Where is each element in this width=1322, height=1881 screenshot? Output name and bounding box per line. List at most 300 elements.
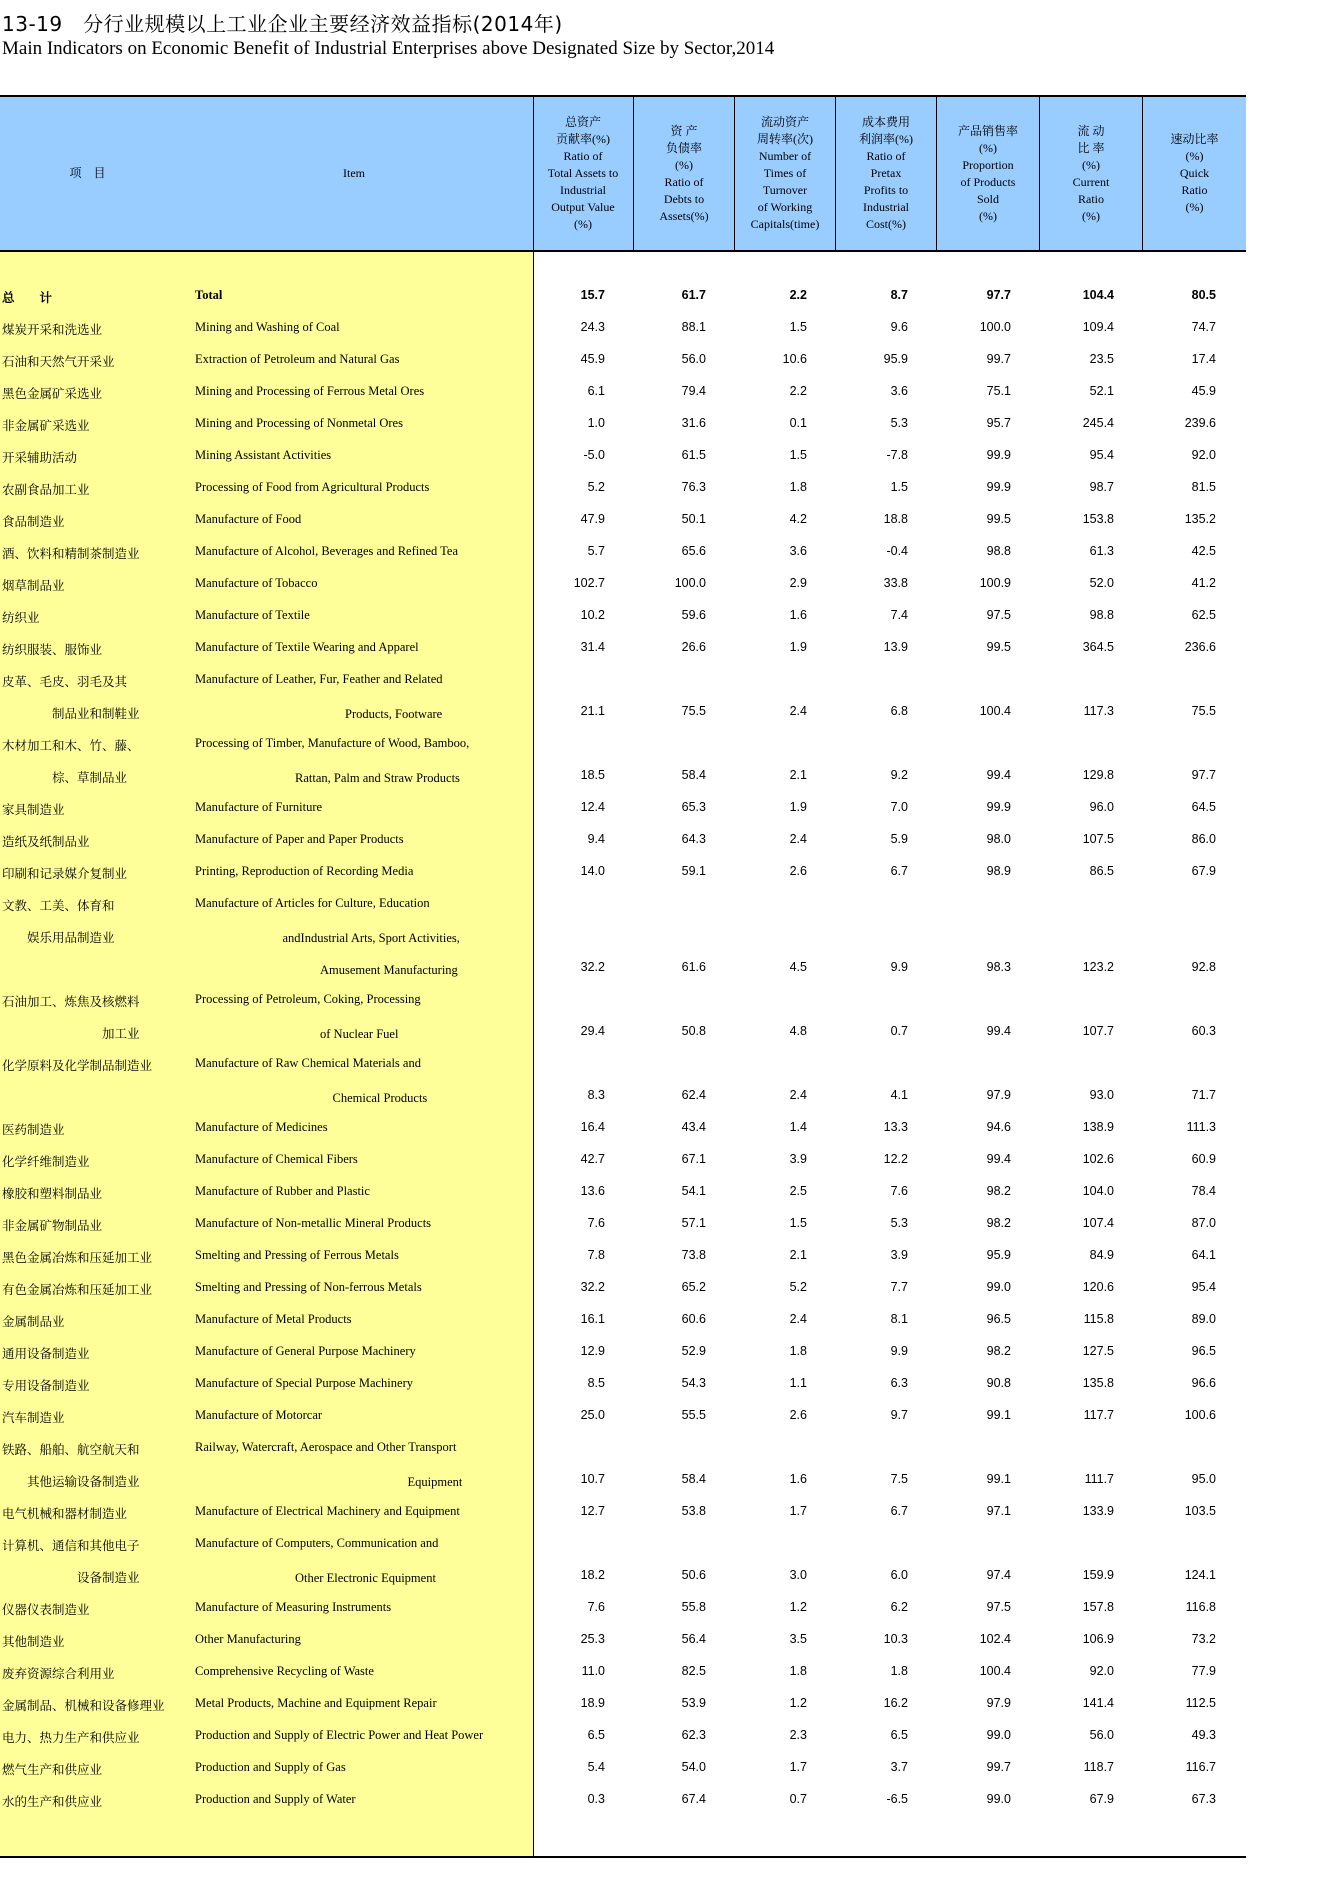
- row-value-col-7: 45.9: [1191, 384, 1216, 398]
- header-item-en: Item: [175, 97, 534, 250]
- row-value-col-3: 2.1: [789, 768, 807, 782]
- row-value-col-1: 15.7: [580, 288, 605, 302]
- row-item-cn: 酒、饮料和精制茶制造业: [2, 546, 140, 561]
- row-value-col-4: 10.3: [883, 1632, 908, 1646]
- row-value-col-5: 95.7: [986, 416, 1011, 430]
- table-row: [0, 1144, 1246, 1176]
- row-value-col-5: 100.4: [979, 1664, 1011, 1678]
- row-item-cn: 其他运输设备制造业: [2, 1474, 140, 1489]
- row-value-col-1: 14.0: [580, 864, 605, 878]
- header-item-cn: 项 目: [69, 166, 106, 180]
- row-value-col-5: 99.7: [986, 1760, 1011, 1774]
- row-item-en: Printing, Reproduction of Recording Media: [195, 864, 414, 878]
- row-item-en: of Nuclear Fuel: [195, 1027, 399, 1041]
- row-value-col-7: 81.5: [1191, 480, 1216, 494]
- row-value-col-6: 106.9: [1082, 1632, 1114, 1646]
- row-value-col-5: 99.1: [986, 1408, 1011, 1422]
- row-value-col-4: 4.1: [890, 1088, 908, 1102]
- row-value-col-5: 97.5: [986, 1600, 1011, 1614]
- row-value-col-4: 7.0: [890, 800, 908, 814]
- row-value-col-6: 98.7: [1089, 480, 1114, 494]
- row-item-en: Manufacture of Electrical Machinery and Equipment: [195, 1504, 460, 1518]
- row-value-col-6: 98.8: [1089, 608, 1114, 622]
- row-value-col-1: 18.2: [580, 1568, 605, 1582]
- row-value-col-2: 65.6: [681, 544, 706, 558]
- row-item-cn: 黑色金属矿采选业: [2, 386, 103, 401]
- row-value-col-2: 52.9: [681, 1344, 706, 1358]
- row-value-col-3: 3.6: [789, 544, 807, 558]
- table-row: [0, 376, 1246, 408]
- row-value-col-4: 9.9: [890, 1344, 908, 1358]
- table-row: [0, 1272, 1246, 1304]
- row-item-cn: 专用设备制造业: [2, 1378, 90, 1393]
- row-value-col-6: 104.0: [1082, 1184, 1114, 1198]
- row-item-en: Other Electronic Equipment: [195, 1571, 436, 1585]
- table-row: [0, 1240, 1246, 1272]
- row-item-en: Smelting and Pressing of Non-ferrous Metals: [195, 1280, 422, 1294]
- row-value-col-6: 157.8: [1082, 1600, 1114, 1614]
- header-col-7: 速动比率 (%) Quick Ratio (%): [1170, 132, 1219, 214]
- row-value-col-2: 62.4: [681, 1088, 706, 1102]
- row-item-en: Manufacture of Food: [195, 512, 302, 526]
- row-value-col-4: 6.8: [890, 704, 908, 718]
- row-value-col-4: 5.3: [890, 416, 908, 430]
- row-item-en: Manufacture of Raw Chemical Materials and: [195, 1056, 421, 1070]
- row-value-col-3: 2.4: [789, 1312, 807, 1326]
- row-item-cn: 皮革、毛皮、羽毛及其: [2, 674, 128, 689]
- row-value-col-6: 117.7: [1083, 1408, 1114, 1422]
- row-value-col-5: 97.7: [986, 288, 1011, 302]
- row-value-col-4: 3.6: [890, 384, 908, 398]
- row-item-en: Smelting and Pressing of Ferrous Metals: [195, 1248, 399, 1262]
- row-value-col-3: 3.9: [789, 1152, 807, 1166]
- row-item-en: Processing of Petroleum, Coking, Processing: [195, 992, 421, 1006]
- row-item-en: Production and Supply of Gas: [195, 1760, 346, 1774]
- row-value-col-4: 33.8: [883, 576, 908, 590]
- row-value-col-4: 9.9: [890, 960, 908, 974]
- row-value-col-7: 97.7: [1191, 768, 1216, 782]
- table-row: [0, 504, 1246, 536]
- row-item-en: andIndustrial Arts, Sport Activities,: [195, 931, 460, 945]
- row-value-col-1: 8.5: [587, 1376, 605, 1390]
- row-value-col-2: 60.6: [681, 1312, 706, 1326]
- row-value-col-7: 96.6: [1191, 1376, 1216, 1390]
- row-value-col-1: 24.3: [580, 320, 605, 334]
- row-value-col-2: 50.1: [681, 512, 706, 526]
- row-value-col-4: 5.3: [890, 1216, 908, 1230]
- row-value-col-6: 118.7: [1083, 1760, 1114, 1774]
- row-value-col-2: 53.9: [681, 1696, 706, 1710]
- row-item-en: Chemical Products: [195, 1091, 428, 1105]
- row-item-en: Manufacture of Textile: [195, 608, 310, 622]
- row-value-col-6: 61.3: [1089, 544, 1114, 558]
- row-item-en: Manufacture of General Purpose Machinery: [195, 1344, 416, 1358]
- row-value-col-5: 98.2: [986, 1184, 1011, 1198]
- row-value-col-3: 4.2: [789, 512, 807, 526]
- table-row: [0, 1080, 1246, 1112]
- row-value-col-1: 42.7: [580, 1152, 605, 1166]
- row-item-cn: 废弃资源综合利用业: [2, 1666, 115, 1681]
- row-value-col-7: 96.5: [1191, 1344, 1216, 1358]
- row-value-col-4: 7.4: [890, 608, 908, 622]
- row-item-en: Manufacture of Special Purpose Machinery: [195, 1376, 413, 1390]
- row-value-col-7: 100.6: [1184, 1408, 1216, 1422]
- row-value-col-6: 107.7: [1082, 1024, 1114, 1038]
- row-value-col-3: 2.5: [789, 1184, 807, 1198]
- row-item-cn: 棕、草制品业: [2, 770, 128, 785]
- table-row: [0, 1368, 1246, 1400]
- row-value-col-3: 2.1: [789, 1248, 807, 1262]
- row-value-col-6: 138.9: [1082, 1120, 1114, 1134]
- row-value-col-3: 2.9: [789, 576, 807, 590]
- row-item-en: Total: [195, 288, 223, 302]
- row-item-en: Manufacture of Tobacco: [195, 576, 318, 590]
- row-value-col-1: 5.4: [587, 1760, 605, 1774]
- row-value-col-1: 7.8: [587, 1248, 605, 1262]
- row-item-cn: 农副食品加工业: [2, 482, 90, 497]
- row-item-en: Production and Supply of Water: [195, 1792, 356, 1806]
- row-value-col-7: 49.3: [1191, 1728, 1216, 1742]
- table-row: [0, 1048, 1246, 1080]
- row-value-col-6: 141.4: [1082, 1696, 1114, 1710]
- row-item-cn: 加工业: [2, 1026, 140, 1041]
- row-value-col-4: 1.5: [890, 480, 908, 494]
- row-item-cn: 电力、热力生产和供应业: [2, 1730, 140, 1745]
- row-item-cn: 开采辅助活动: [2, 450, 78, 465]
- row-value-col-5: 97.4: [986, 1568, 1011, 1582]
- table-row: [0, 1208, 1246, 1240]
- row-value-col-3: 2.4: [789, 1088, 807, 1102]
- row-value-col-4: 6.7: [890, 1504, 908, 1518]
- row-item-en: Rattan, Palm and Straw Products: [195, 771, 460, 785]
- row-item-en: Manufacture of Alcohol, Beverages and Refined Tea: [195, 544, 459, 558]
- row-value-col-7: 80.5: [1191, 288, 1216, 302]
- table-row: [0, 472, 1246, 504]
- table-title-cn: 13-19 分行业规模以上工业企业主要经济效益指标(2014年): [2, 12, 563, 36]
- row-value-col-6: 102.6: [1082, 1152, 1114, 1166]
- row-value-col-5: 99.0: [986, 1728, 1011, 1742]
- row-value-col-2: 54.3: [681, 1376, 706, 1390]
- row-value-col-1: 13.6: [580, 1184, 605, 1198]
- row-value-col-1: 12.7: [580, 1504, 605, 1518]
- row-item-cn: 造纸及纸制品业: [2, 834, 90, 849]
- row-value-col-7: 92.0: [1191, 448, 1216, 462]
- row-value-col-6: 153.8: [1082, 512, 1114, 526]
- row-value-col-3: 0.1: [789, 416, 807, 430]
- row-value-col-5: 100.0: [979, 320, 1011, 334]
- table-row: [0, 696, 1246, 728]
- row-item-cn: 纺织业: [2, 610, 40, 625]
- row-value-col-4: 7.7: [890, 1280, 908, 1294]
- row-value-col-7: 112.5: [1185, 1696, 1216, 1710]
- row-value-col-1: 1.0: [587, 416, 605, 430]
- row-item-cn: 通用设备制造业: [2, 1346, 90, 1361]
- table-row: [0, 344, 1246, 376]
- table-row: [0, 632, 1246, 664]
- row-value-col-7: 75.5: [1191, 704, 1216, 718]
- table-row: [0, 952, 1246, 984]
- table-row: [0, 792, 1246, 824]
- row-value-col-2: 55.8: [681, 1600, 706, 1614]
- row-value-col-4: 7.6: [890, 1184, 908, 1198]
- row-item-cn: 水的生产和供应业: [2, 1794, 103, 1809]
- row-value-col-2: 75.5: [681, 704, 706, 718]
- row-value-col-7: 64.1: [1191, 1248, 1216, 1262]
- row-value-col-2: 62.3: [681, 1728, 706, 1742]
- row-value-col-6: 86.5: [1089, 864, 1114, 878]
- row-value-col-3: 1.8: [789, 480, 807, 494]
- table-row: [0, 984, 1246, 1016]
- row-value-col-7: 92.8: [1191, 960, 1216, 974]
- row-value-col-7: 42.5: [1191, 544, 1216, 558]
- row-value-col-3: 1.2: [789, 1600, 807, 1614]
- row-value-col-4: 8.7: [890, 288, 908, 302]
- table-row: [0, 1432, 1246, 1464]
- row-value-col-4: -0.4: [886, 544, 908, 558]
- row-value-col-5: 98.8: [986, 544, 1011, 558]
- row-value-col-3: 3.0: [789, 1568, 807, 1582]
- row-item-cn: 设备制造业: [2, 1570, 140, 1585]
- row-value-col-3: 2.4: [789, 704, 807, 718]
- table-row: [0, 536, 1246, 568]
- row-value-col-3: 2.3: [789, 1728, 807, 1742]
- row-value-col-5: 98.2: [986, 1344, 1011, 1358]
- row-value-col-2: 31.6: [681, 416, 706, 430]
- row-value-col-2: 61.7: [681, 288, 706, 302]
- row-value-col-4: -6.5: [886, 1792, 908, 1806]
- row-value-col-2: 53.8: [681, 1504, 706, 1518]
- row-value-col-4: 95.9: [883, 352, 908, 366]
- row-value-col-7: 86.0: [1191, 832, 1216, 846]
- row-value-col-1: 6.1: [587, 384, 605, 398]
- row-value-col-1: 32.2: [580, 1280, 605, 1294]
- row-value-col-1: 16.4: [580, 1120, 605, 1134]
- row-value-col-2: 58.4: [681, 768, 706, 782]
- row-value-col-3: 1.9: [789, 640, 807, 654]
- row-value-col-5: 102.4: [979, 1632, 1011, 1646]
- row-item-en: Processing of Food from Agricultural Products: [195, 480, 430, 494]
- row-value-col-2: 26.6: [681, 640, 706, 654]
- row-value-col-5: 99.4: [986, 768, 1011, 782]
- row-value-col-6: 364.5: [1082, 640, 1114, 654]
- row-value-col-7: 103.5: [1184, 1504, 1216, 1518]
- row-value-col-6: 111.7: [1084, 1472, 1114, 1486]
- table-row: [0, 1016, 1246, 1048]
- table-row: [0, 1720, 1246, 1752]
- row-value-col-2: 43.4: [681, 1120, 706, 1134]
- row-item-cn: 印刷和记录媒介复制业: [2, 866, 128, 881]
- row-value-col-3: 3.5: [789, 1632, 807, 1646]
- row-value-col-2: 54.1: [681, 1184, 706, 1198]
- table-row: [0, 568, 1246, 600]
- row-value-col-5: 99.0: [986, 1280, 1011, 1294]
- row-value-col-6: 56.0: [1089, 1728, 1114, 1742]
- row-value-col-4: 12.2: [883, 1152, 908, 1166]
- row-value-col-1: 12.9: [580, 1344, 605, 1358]
- row-value-col-1: 8.3: [587, 1088, 605, 1102]
- row-value-col-2: 67.1: [681, 1152, 706, 1166]
- row-item-cn: 汽车制造业: [2, 1410, 65, 1425]
- row-item-cn: 制品业和制鞋业: [2, 706, 140, 721]
- row-value-col-7: 239.6: [1184, 416, 1216, 430]
- row-item-en: Equipment: [195, 1475, 463, 1489]
- row-value-col-7: 116.8: [1185, 1600, 1216, 1614]
- row-value-col-1: 5.7: [587, 544, 605, 558]
- table-row: [0, 728, 1246, 760]
- row-value-col-7: 71.7: [1191, 1088, 1216, 1102]
- row-value-col-1: 47.9: [580, 512, 605, 526]
- row-value-col-4: 5.9: [890, 832, 908, 846]
- row-value-col-2: 56.0: [681, 352, 706, 366]
- row-value-col-1: 0.3: [587, 1792, 605, 1806]
- row-value-col-3: 1.6: [789, 608, 807, 622]
- table-row: [0, 408, 1246, 440]
- row-value-col-3: 1.8: [789, 1344, 807, 1358]
- row-value-col-5: 98.9: [986, 864, 1011, 878]
- row-value-col-5: 99.9: [986, 480, 1011, 494]
- row-value-col-2: 65.3: [681, 800, 706, 814]
- row-value-col-2: 50.6: [681, 1568, 706, 1582]
- table-row: [0, 1592, 1246, 1624]
- row-value-col-6: 127.5: [1082, 1344, 1114, 1358]
- row-value-col-5: 90.8: [986, 1376, 1011, 1390]
- row-value-col-1: 25.0: [580, 1408, 605, 1422]
- row-value-col-1: 10.2: [580, 608, 605, 622]
- row-value-col-2: 58.4: [681, 1472, 706, 1486]
- table-row: [0, 1464, 1246, 1496]
- table-header: [0, 97, 1246, 250]
- table-row: [0, 1336, 1246, 1368]
- table-row: [0, 1528, 1246, 1560]
- row-item-cn: 化学纤维制造业: [2, 1154, 90, 1169]
- row-value-col-5: 96.5: [986, 1312, 1011, 1326]
- row-value-col-5: 99.4: [986, 1024, 1011, 1038]
- row-value-col-2: 65.2: [681, 1280, 706, 1294]
- row-value-col-7: 17.4: [1191, 352, 1216, 366]
- row-item-en: Manufacture of Rubber and Plastic: [195, 1184, 370, 1198]
- row-value-col-5: 94.6: [986, 1120, 1011, 1134]
- row-item-en: Manufacture of Computers, Communication and: [195, 1536, 439, 1550]
- row-item-en: Manufacture of Medicines: [195, 1120, 328, 1134]
- table-row: [0, 888, 1246, 920]
- row-value-col-7: 74.7: [1191, 320, 1216, 334]
- header-col-4: 成本费用 利润率(%) Ratio of Pretax Profits to Industrial Cost(%): [836, 97, 937, 250]
- row-item-cn: 石油加工、炼焦及核燃料: [2, 994, 140, 1009]
- row-item-en: Manufacture of Chemical Fibers: [195, 1152, 358, 1166]
- row-value-col-6: 120.6: [1082, 1280, 1114, 1294]
- row-value-col-5: 97.9: [986, 1696, 1011, 1710]
- row-value-col-3: 10.6: [782, 352, 807, 366]
- row-value-col-4: 7.5: [890, 1472, 908, 1486]
- row-item-en: Manufacture of Articles for Culture, Education: [195, 896, 430, 910]
- row-value-col-2: 64.3: [681, 832, 706, 846]
- row-value-col-5: 99.4: [986, 1152, 1011, 1166]
- row-item-cn: 石油和天然气开采业: [2, 354, 115, 369]
- row-value-col-4: 0.7: [890, 1024, 908, 1038]
- row-value-col-3: 1.5: [789, 1216, 807, 1230]
- row-value-col-6: 92.0: [1089, 1664, 1114, 1678]
- row-value-col-4: 16.2: [883, 1696, 908, 1710]
- row-value-col-5: 100.9: [979, 576, 1011, 590]
- row-item-en: Amusement Manufacturing: [195, 963, 458, 977]
- row-item-en: Manufacture of Furniture: [195, 800, 323, 814]
- row-value-col-1: 102.7: [573, 576, 605, 590]
- row-value-col-3: 1.5: [789, 320, 807, 334]
- row-value-col-3: 5.2: [789, 1280, 807, 1294]
- row-value-col-2: 55.5: [681, 1408, 706, 1422]
- row-value-col-7: 89.0: [1191, 1312, 1216, 1326]
- row-value-col-5: 99.7: [986, 352, 1011, 366]
- row-value-col-3: 1.7: [789, 1760, 807, 1774]
- row-value-col-6: 107.5: [1082, 832, 1114, 846]
- row-value-col-7: 41.2: [1191, 576, 1216, 590]
- row-value-col-6: 123.2: [1082, 960, 1114, 974]
- row-value-col-7: 77.9: [1191, 1664, 1216, 1678]
- row-item-cn: 烟草制品业: [2, 578, 65, 593]
- row-item-cn: 其他制造业: [2, 1634, 65, 1649]
- row-value-col-1: 18.9: [580, 1696, 605, 1710]
- row-value-col-5: 99.9: [986, 800, 1011, 814]
- row-value-col-3: 2.2: [789, 384, 807, 398]
- row-value-col-7: 111.3: [1186, 1120, 1216, 1134]
- row-value-col-7: 62.5: [1191, 608, 1216, 622]
- row-value-col-5: 98.2: [986, 1216, 1011, 1230]
- row-value-col-6: 93.0: [1089, 1088, 1114, 1102]
- row-value-col-7: 78.4: [1191, 1184, 1216, 1198]
- row-value-col-6: 84.9: [1089, 1248, 1114, 1262]
- row-value-col-3: 4.5: [789, 960, 807, 974]
- table-title-en: Main Indicators on Economic Benefit of Industrial Enterprises above Designated Size by Sector,2014: [2, 38, 775, 59]
- row-value-col-4: 9.2: [890, 768, 908, 782]
- row-item-cn: 有色金属冶炼和压延加工业: [2, 1282, 153, 1297]
- row-value-col-1: -5.0: [583, 448, 605, 462]
- row-value-col-6: 52.0: [1089, 576, 1114, 590]
- table-row: [0, 760, 1246, 792]
- row-value-col-6: 23.5: [1089, 352, 1114, 366]
- table-row: [0, 664, 1246, 696]
- row-item-en: Production and Supply of Electric Power and Heat Power: [195, 1728, 484, 1742]
- row-item-en: Mining and Processing of Ferrous Metal Ores: [195, 384, 425, 398]
- row-value-col-6: 96.0: [1089, 800, 1114, 814]
- row-item-cn: 煤炭开采和洗选业: [2, 322, 103, 337]
- row-value-col-3: 1.9: [789, 800, 807, 814]
- row-value-col-4: -7.8: [886, 448, 908, 462]
- row-value-col-5: 99.5: [986, 640, 1011, 654]
- row-item-en: Products, Footware: [195, 707, 443, 721]
- header-col-3: 流动资产 周转率(次) Number of Times of Turnover of Working Capitals(time): [735, 97, 836, 250]
- row-value-col-5: 75.1: [986, 384, 1011, 398]
- row-item-en: Processing of Timber, Manufacture of Wood, Bamboo,: [195, 736, 470, 750]
- row-value-col-2: 57.1: [681, 1216, 706, 1230]
- row-value-col-5: 99.5: [986, 512, 1011, 526]
- row-item-en: Manufacture of Metal Products: [195, 1312, 352, 1326]
- table-row: [0, 312, 1246, 344]
- row-value-col-3: 2.6: [789, 864, 807, 878]
- row-value-col-4: 6.5: [890, 1728, 908, 1742]
- row-item-cn: 金属制品业: [2, 1314, 65, 1329]
- table-row: [0, 1784, 1246, 1816]
- table-row: [0, 1656, 1246, 1688]
- row-value-col-1: 21.1: [580, 704, 605, 718]
- table-row: [0, 1112, 1246, 1144]
- row-value-col-4: 6.7: [890, 864, 908, 878]
- row-value-col-3: 2.4: [789, 832, 807, 846]
- row-value-col-7: 95.4: [1191, 1280, 1216, 1294]
- row-value-col-7: 67.9: [1191, 864, 1216, 878]
- row-item-cn: 非金属矿物制品业: [2, 1218, 103, 1233]
- row-value-col-2: 61.5: [681, 448, 706, 462]
- row-item-en: Manufacture of Paper and Paper Products: [195, 832, 404, 846]
